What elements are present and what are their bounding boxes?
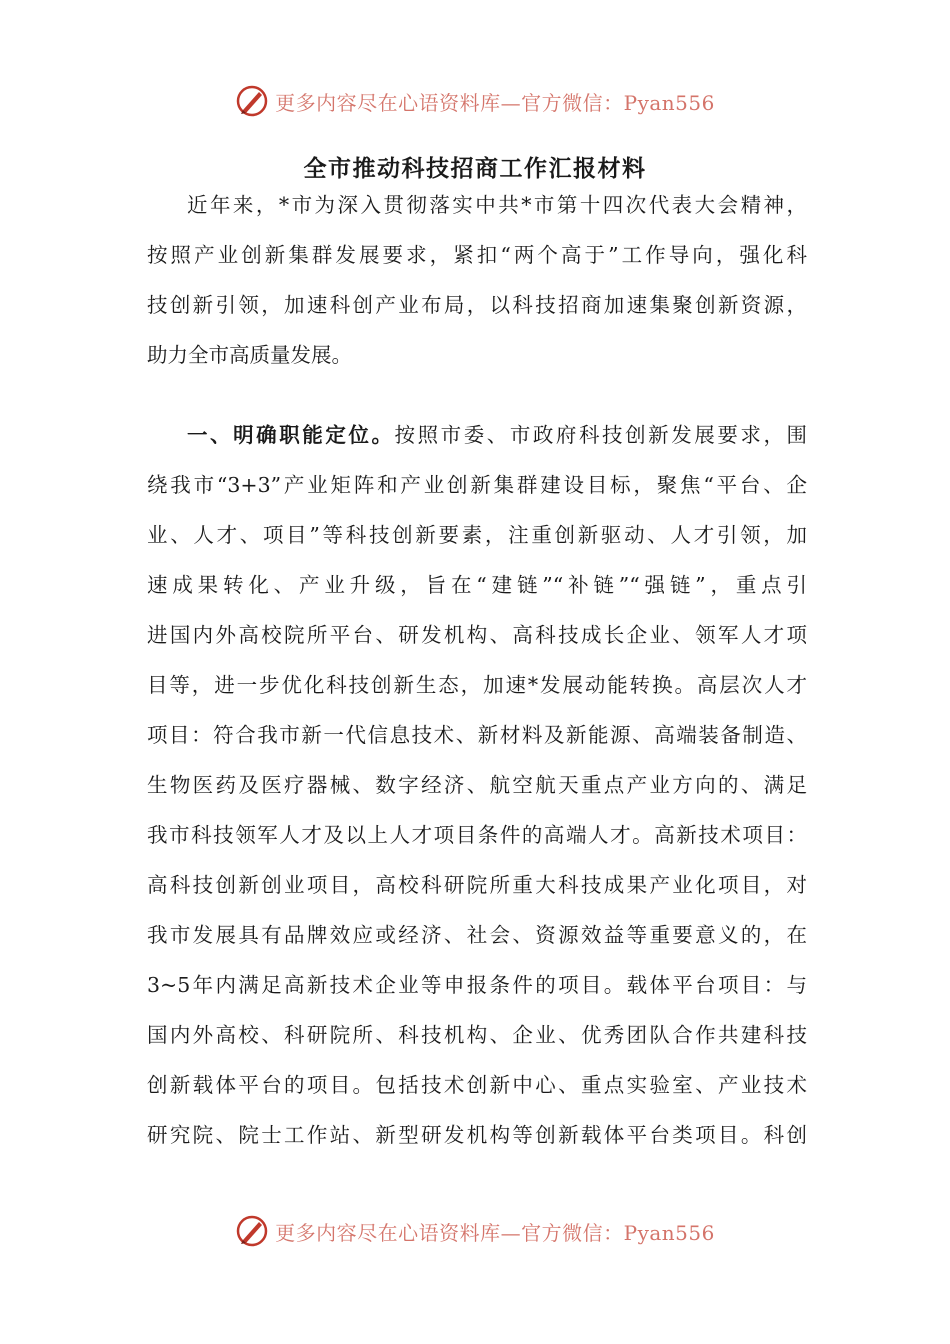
body-line: 高科技创新创业项目，高校科研院所重大科技成果产业化项目，对 <box>147 873 807 897</box>
banner-text: 更多内容尽在心语资料库—官方微信：Pyan556 <box>275 90 715 115</box>
body-line: 我市发展具有品牌效应或经济、社会、资源效益等重要意义的，在 <box>147 923 807 947</box>
intro-line: 近年来，*市为深入贯彻落实中共*市第十四次代表大会精神， <box>187 193 807 217</box>
body-line: 业、人才、项目”等科技创新要素，注重创新驱动、人才引领，加 <box>147 523 807 547</box>
section-first-line-text: 按照市委、市政府科技创新发展要求，围 <box>394 423 808 447</box>
footer-banner <box>0 1211 950 1251</box>
body-line: 3~5年内满足高新技术企业等申报条件的项目。载体平台项目：与 <box>147 973 807 997</box>
body-line: 绕我市“3+3”产业矩阵和产业创新集群建设目标，聚焦“平台、企 <box>147 473 807 497</box>
section-heading: 一、明确职能定位。 <box>187 423 395 447</box>
body-line: 目等，进一步优化科技创新生态，加速*发展动能转换。高层次人才 <box>147 673 807 697</box>
pen-logo-icon <box>235 84 269 118</box>
document-title: 全市推动科技招商工作汇报材料 <box>303 155 647 182</box>
body-line: 我市科技领军人才及以上人才项目条件的高端人才。高新技术项目： <box>147 823 807 847</box>
intro-line: 技创新引领，加速科创产业布局，以科技招商加速集聚创新资源， <box>147 293 807 317</box>
body-line: 速成果转化、产业升级，旨在“建链”“补链”“强链”，重点引 <box>147 573 807 597</box>
header-banner <box>0 81 950 121</box>
body-line: 项目：符合我市新一代信息技术、新材料及新能源、高端装备制造、 <box>147 723 807 747</box>
body-line: 创新载体平台的项目。包括技术创新中心、重点实验室、产业技术 <box>147 1073 807 1097</box>
pen-logo-icon <box>235 1214 269 1248</box>
banner-text: 更多内容尽在心语资料库—官方微信：Pyan556 <box>275 1220 715 1245</box>
section-first-line <box>187 420 807 450</box>
intro-line: 助力全市高质量发展。 <box>147 343 352 367</box>
body-line: 生物医药及医疗器械、数字经济、航空航天重点产业方向的、满足 <box>147 773 807 797</box>
intro-line: 按照产业创新集群发展要求，紧扣“两个高于”工作导向，强化科 <box>147 243 807 267</box>
body-line: 进国内外高校院所平台、研发机构、高科技成长企业、领军人才项 <box>147 623 807 647</box>
body-line: 研究院、院士工作站、新型研发机构等创新载体平台类项目。科创 <box>147 1123 807 1147</box>
body-line: 国内外高校、科研院所、科技机构、企业、优秀团队合作共建科技 <box>147 1023 807 1047</box>
